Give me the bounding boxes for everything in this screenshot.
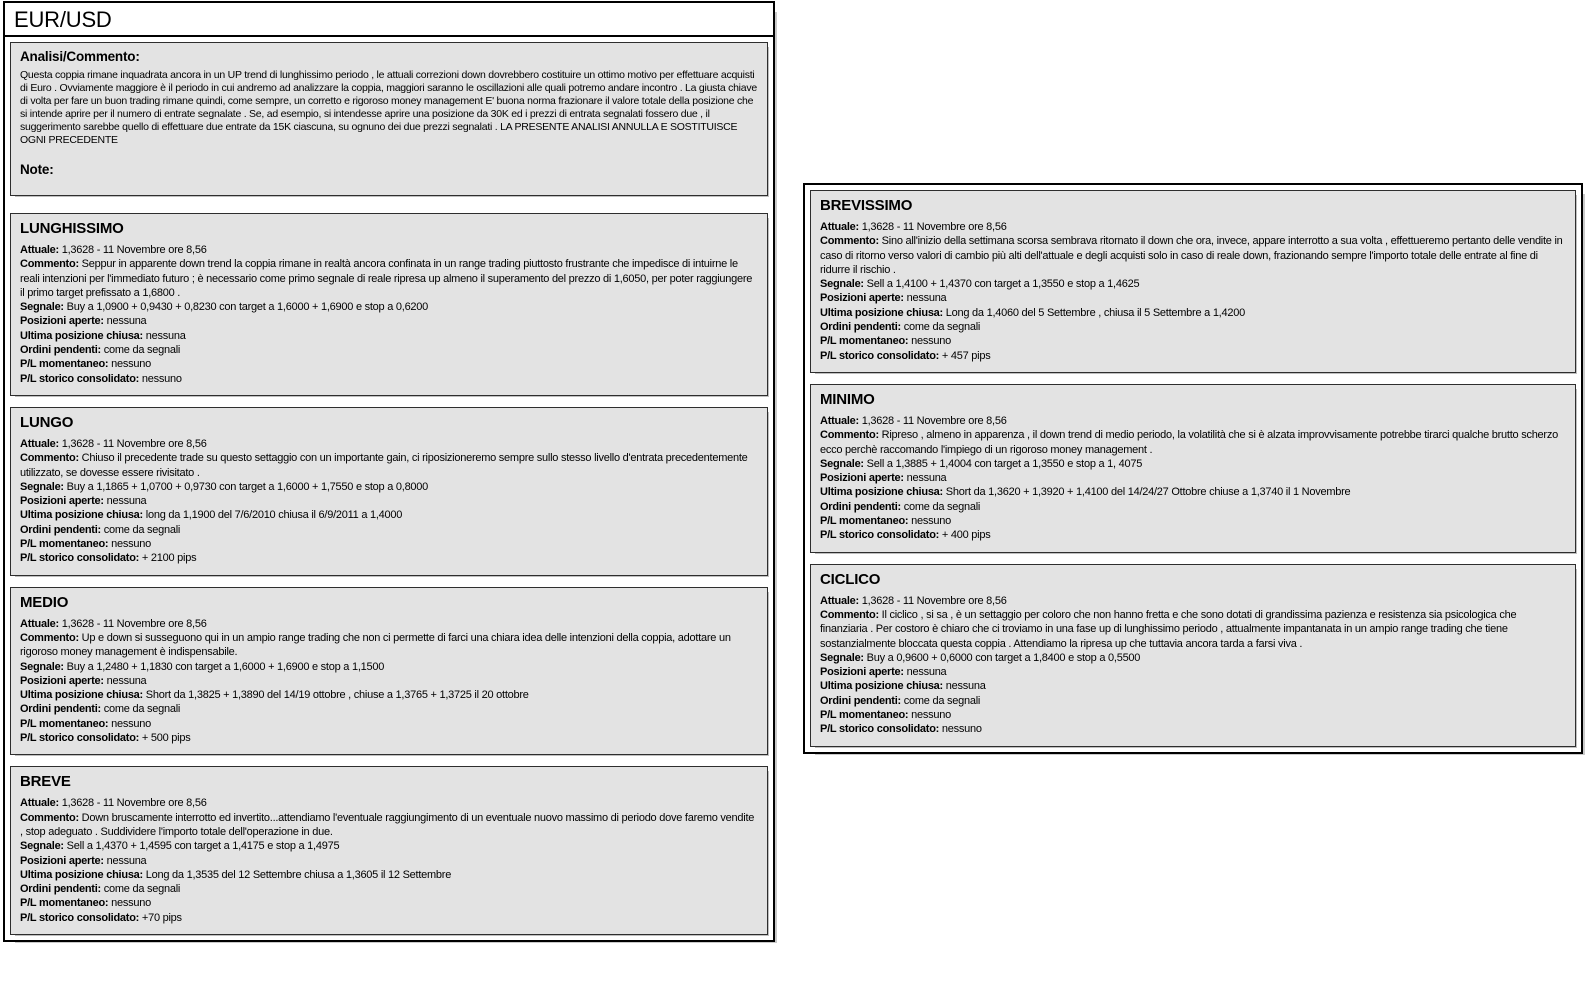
field-commento [20, 631, 758, 660]
field-label: Commento: [20, 631, 79, 644]
field-label: Posizioni aperte: [820, 472, 904, 485]
field-label: Ordini pendenti: [20, 883, 101, 896]
field-label: Segnale: [820, 278, 864, 291]
field-label: Ultima posizione chiusa: [20, 868, 143, 881]
field-segnale [20, 300, 758, 314]
analisi-title: Analisi/Commento: [20, 49, 140, 64]
field-value: Sell a 1,3885 + 1,4004 con target a 1,3550 e stop a 1, 4075 [863, 457, 1143, 470]
field-value: Buy a 1,2480 + 1,1830 con target a 1,6000 + 1,6900 e stop a 1,1500 [63, 660, 385, 673]
field-value: + 400 pips [939, 529, 991, 542]
field-attuale [820, 594, 1566, 608]
field-label: Ultima posizione chiusa: [820, 306, 943, 319]
page-title: EUR/USD [14, 7, 112, 32]
field-segnale [20, 660, 758, 674]
field-label: Segnale: [820, 651, 864, 664]
field-value: 1,3628 - 11 Novembre ore 8,56 [58, 244, 207, 256]
field-value: nessuna [903, 292, 947, 305]
field-label: Posizioni aperte: [20, 495, 104, 508]
field-label: Attuale: [20, 617, 59, 630]
field-label: P/L momentaneo: [820, 709, 909, 722]
field-label: Attuale: [820, 594, 859, 607]
field-value: + 2100 pips [139, 552, 197, 565]
note-label: Note: [20, 162, 54, 177]
field-value: Sell a 1,4100 + 1,4370 con target a 1,3550 e stop a 1,4625 [863, 278, 1140, 291]
field-value: Long da 1,3535 del 12 Settembre chiusa a 1,3605 il 12 Settembre [142, 868, 452, 881]
field-value: Sino all'inizio della settimana scorsa sembrava ritornato il down che ora, invece, appare interrotto a sua volta , effettueremo pertanto delle vendite in caso di ritorno verso valori di cambio più alti dell'attuale e degli acquisti solo in caso di reale down, frazionando sempre l'importo totale delle entrate al fine di ridurre il rischio . [820, 235, 1563, 276]
field-label: Commento: [820, 608, 879, 621]
field-attuale [820, 220, 1566, 234]
field-value: Sell a 1,4370 + 1,4595 con target a 1,4175 e stop a 1,4975 [63, 840, 340, 853]
field-attuale [20, 617, 758, 631]
field-label: Commento: [820, 429, 879, 442]
field-attuale [20, 796, 758, 810]
field-value: Short da 1,3620 + 1,3920 + 1,4100 del 14/24/27 Ottobre chiuse a 1,3740 il 1 Novembre [942, 486, 1351, 499]
field-value: come da segnali [100, 883, 181, 896]
field-posizioni-aperte [820, 291, 1566, 305]
field-value: Ripreso , almeno in apparenza , il down trend di medio periodo, la volatilità che si è alzata improvvisamente potrebbe tirarci qualche brutto scherzo ecco perchè raccomando l'impiego di un rigoroso money management . [820, 429, 1558, 456]
field-p-l-momentaneo [820, 514, 1566, 528]
field-label: Commento: [820, 235, 879, 248]
field-ultima-posizione-chiusa [20, 329, 758, 343]
field-value: come da segnali [900, 694, 981, 707]
section-lungo [10, 407, 768, 576]
field-commento [20, 451, 758, 480]
field-label: P/L storico consolidato: [20, 732, 140, 745]
section-fields [20, 617, 758, 746]
field-segnale [820, 277, 1566, 291]
section-medio [10, 587, 768, 756]
field-label: Segnale: [820, 457, 864, 470]
field-label: Commento: [20, 452, 79, 465]
field-value: come da segnali [100, 703, 181, 716]
field-value: 1,3628 - 11 Novembre ore 8,56 [58, 797, 207, 810]
section-breve [10, 766, 768, 935]
field-value: Buy a 1,0900 + 0,9430 + 0,8230 con target a 1,6000 + 1,6900 e stop a 0,6200 [63, 301, 429, 314]
section-ciclico [810, 564, 1576, 747]
field-value: nessuno [108, 358, 151, 371]
section-fields [20, 437, 758, 566]
field-label: Ordini pendenti: [820, 321, 901, 334]
field-label: Segnale: [20, 840, 64, 853]
field-value: 1,3628 - 11 Novembre ore 8,56 [858, 594, 1007, 607]
field-p-l-storico-consolidato [20, 551, 758, 565]
field-value: come da segnali [900, 321, 981, 334]
field-value: Up e down si susseguono qui in un ampio range trading che non ci permette di farci una chiara idea delle intenzioni della coppia, adottare un rigoroso money management è indispensabile. [20, 631, 731, 659]
field-value: come da segnali [900, 500, 981, 513]
field-attuale [820, 414, 1566, 428]
field-p-l-storico-consolidato [820, 349, 1566, 363]
field-label: P/L momentaneo: [820, 515, 909, 528]
field-label: Ultima posizione chiusa: [20, 689, 143, 702]
field-value: nessuno [108, 538, 151, 551]
field-p-l-storico-consolidato [820, 722, 1566, 736]
field-value: Buy a 1,1865 + 1,0700 + 0,9730 con target a 1,6000 + 1,7550 e stop a 0,8000 [63, 480, 429, 493]
field-ultima-posizione-chiusa [20, 688, 758, 702]
field-label: Posizioni aperte: [20, 854, 104, 867]
field-label: Commento: [20, 811, 79, 824]
field-value: + 500 pips [139, 732, 191, 745]
field-value: 1,3628 - 11 Novembre ore 8,56 [858, 221, 1007, 233]
field-label: Attuale: [20, 437, 59, 450]
field-value: 1,3628 - 11 Novembre ore 8,56 [58, 617, 207, 630]
section-title: MINIMO [820, 390, 875, 408]
field-label: P/L storico consolidato: [820, 529, 940, 542]
field-ultima-posizione-chiusa [820, 306, 1566, 320]
field-segnale [820, 651, 1566, 665]
field-label: Ultima posizione chiusa: [20, 509, 143, 522]
field-label: Segnale: [20, 660, 64, 673]
left-panel-content [5, 37, 773, 940]
field-p-l-storico-consolidato [20, 372, 758, 386]
field-label: Segnale: [20, 480, 64, 493]
field-value: 1,3628 - 11 Novembre ore 8,56 [58, 437, 207, 450]
section-fields [820, 594, 1566, 737]
field-value: nessuno [939, 723, 982, 736]
title-row [5, 3, 773, 37]
field-label: Posizioni aperte: [820, 292, 904, 305]
field-p-l-momentaneo [20, 357, 758, 371]
field-value: nessuna [903, 472, 947, 485]
field-posizioni-aperte [20, 674, 758, 688]
section-fields [820, 220, 1566, 363]
field-label: P/L momentaneo: [20, 897, 109, 910]
field-label: P/L storico consolidato: [20, 911, 140, 924]
field-commento [820, 234, 1566, 277]
field-label: Attuale: [820, 414, 859, 427]
field-value: Short da 1,3825 + 1,3890 del 14/19 ottobre , chiuse a 1,3765 + 1,3725 il 20 ottobre [142, 689, 529, 702]
field-value: nessuna [103, 315, 147, 328]
field-ultima-posizione-chiusa [20, 868, 758, 882]
field-label: P/L storico consolidato: [20, 552, 140, 565]
field-ultima-posizione-chiusa [20, 508, 758, 522]
field-value: nessuno [908, 709, 951, 722]
section-title: MEDIO [20, 593, 69, 611]
field-posizioni-aperte [20, 854, 758, 868]
field-label: Ordini pendenti: [20, 703, 101, 716]
field-ordini-pendenti [20, 343, 758, 357]
section-brevissimo [810, 190, 1576, 373]
field-commento [20, 257, 758, 300]
right-panel [803, 183, 1583, 754]
field-label: Posizioni aperte: [20, 674, 104, 687]
field-label: Ordini pendenti: [820, 500, 901, 513]
field-label: Segnale: [20, 301, 64, 314]
analisi-commento-box [10, 42, 768, 196]
field-label: Ultima posizione chiusa: [20, 329, 143, 342]
field-segnale [20, 839, 758, 853]
field-p-l-momentaneo [20, 896, 758, 910]
field-ordini-pendenti [820, 320, 1566, 334]
field-value: nessuno [908, 335, 951, 348]
field-ultima-posizione-chiusa [820, 679, 1566, 693]
field-posizioni-aperte [20, 314, 758, 328]
field-value: nessuna [103, 674, 147, 687]
section-title: LUNGHISSIMO [20, 220, 124, 237]
field-label: Ordini pendenti: [20, 344, 101, 357]
field-ordini-pendenti [820, 694, 1566, 708]
field-value: + 457 pips [939, 349, 991, 362]
section-title: CICLICO [820, 570, 881, 588]
section-title: LUNGO [20, 413, 74, 431]
field-label: P/L momentaneo: [20, 538, 109, 551]
field-label: Ordini pendenti: [820, 694, 901, 707]
field-label: P/L momentaneo: [20, 717, 109, 730]
field-ordini-pendenti [20, 882, 758, 896]
field-value: Down bruscamente interrotto ed invertito...attendiamo l'eventuale raggiungimento di un eventuale nuovo massimo di periodo dove faremo vendite , stop adeguato . Suddividere l'importo totale dell'operazione in due. [20, 811, 755, 838]
field-label: Posizioni aperte: [20, 315, 104, 328]
field-value: nessuno [108, 897, 151, 910]
field-ordini-pendenti [20, 702, 758, 716]
field-p-l-storico-consolidato [820, 528, 1566, 542]
field-label: Ultima posizione chiusa: [820, 680, 943, 693]
field-segnale [20, 480, 758, 494]
section-title: BREVE [20, 773, 71, 791]
field-label: Attuale: [20, 244, 59, 256]
field-value: Il ciclico , si sa , è un settaggio per coloro che non hanno fretta e che sono dotati di grandissima pazienza e resistenza sia psicologica che finanziaria . Per costoro è chiaro che ci troviamo in una fase up di lunghissimo periodo , attualmente impantanata in un ampio range trading che tiene sostanzialmente bloccata questa coppia . Attendiamo la ripresa up che tuttavia ancora tarda a farsi viva . [820, 608, 1517, 650]
analisi-body: Questa coppia rimane inquadrata ancora in un UP trend di lunghissimo periodo , le attuali correzioni down dovrebbero costituire un ottimo motivo per effettuare acquisti di Euro . Ovviamente maggiore è il periodo in cui andremo ad analizzare la coppia, maggiori saranno le oscillazioni alle quali potremo andare incontro . La giusta chiave di volta per fare un buon trading rimane quindi, come sempre, un corretto e rigoroso money management E' buona norma frazionare il valore totale della posizione che si intende aprire per il numero di entrate segnalate . Se, ad esempio, si intendesse aprire una posizione da 30K ed i prezzi di entrata segnalati fossero due , il suggerimento sarebbe quello di effettuare due entrate da 15K ciascuna, su ognuno dei due prezzi segnalati . LA PRESENTE ANALISI ANNULLA E SOSTITUISCE OGNI PRECEDENTE [20, 69, 757, 146]
field-value: nessuno [108, 717, 151, 730]
field-ordini-pendenti [820, 500, 1566, 514]
field-segnale [820, 457, 1566, 471]
right-panel-content [805, 185, 1581, 752]
section-title: BREVISSIMO [820, 197, 913, 214]
section-fields [820, 414, 1566, 543]
field-value: come da segnali [100, 523, 181, 536]
field-label: Attuale: [820, 221, 859, 233]
field-label: Attuale: [20, 797, 59, 810]
field-label: Posizioni aperte: [820, 666, 904, 679]
field-commento [20, 811, 758, 840]
field-posizioni-aperte [820, 471, 1566, 485]
section-lunghissimo [10, 213, 768, 396]
field-p-l-momentaneo [820, 708, 1566, 722]
field-label: P/L storico consolidato: [820, 723, 940, 736]
section-fields [20, 243, 758, 386]
field-value: long da 1,1900 del 7/6/2010 chiusa il 6/9/2011 a 1,4000 [142, 509, 403, 522]
left-panel [3, 1, 775, 942]
field-label: Ultima posizione chiusa: [820, 486, 943, 499]
field-posizioni-aperte [20, 494, 758, 508]
field-value: nessuna [142, 329, 186, 342]
field-label: P/L storico consolidato: [20, 372, 140, 385]
field-attuale [20, 243, 758, 257]
field-p-l-momentaneo [820, 334, 1566, 348]
field-value: nessuna [903, 666, 947, 679]
field-value: nessuna [103, 495, 147, 508]
field-value: nessuna [942, 680, 986, 693]
field-value: nessuno [908, 515, 951, 528]
field-value: Buy a 0,9600 + 0,6000 con target a 1,8400 e stop a 0,5500 [863, 651, 1141, 664]
field-p-l-storico-consolidato [20, 731, 758, 745]
field-value: Chiuso il precedente trade su questo settaggio con un importante gain, ci riposizioneremo sempre sullo stesso livello d'entrata precedentemente utilizzato, se dovesse essere rivisitato . [20, 452, 748, 479]
field-p-l-momentaneo [20, 717, 758, 731]
field-attuale [20, 437, 758, 451]
field-label: Ordini pendenti: [20, 523, 101, 536]
field-label: Commento: [20, 258, 79, 271]
section-fields [20, 796, 758, 925]
field-label: P/L storico consolidato: [820, 349, 940, 362]
field-commento [820, 608, 1566, 651]
field-ultima-posizione-chiusa [820, 485, 1566, 499]
field-p-l-momentaneo [20, 537, 758, 551]
field-value: +70 pips [139, 911, 182, 924]
field-label: P/L momentaneo: [820, 335, 909, 348]
field-value: come da segnali [100, 344, 181, 357]
field-value: Seppur in apparente down trend la coppia rimane in realtà ancora confinata in un range trading piuttosto frustrante che impedisce di intuirne le reali intenzioni per l'immediato futuro ; è necessario come primo segnale di reale ripresa up almeno il superamento del prezzo di 1,6050, per poter raggiungere il primo target prefissato a 1,6800 . [20, 258, 753, 299]
field-value: nessuna [103, 854, 147, 867]
field-p-l-storico-consolidato [20, 911, 758, 925]
field-value: Long da 1,4060 del 5 Settembre , chiusa il 5 Settembre a 1,4200 [942, 306, 1245, 319]
section-minimo [810, 384, 1576, 553]
field-posizioni-aperte [820, 665, 1566, 679]
field-commento [820, 428, 1566, 457]
field-value: 1,3628 - 11 Novembre ore 8,56 [858, 414, 1007, 427]
field-value: nessuno [139, 372, 182, 385]
field-label: P/L momentaneo: [20, 358, 109, 371]
field-ordini-pendenti [20, 523, 758, 537]
